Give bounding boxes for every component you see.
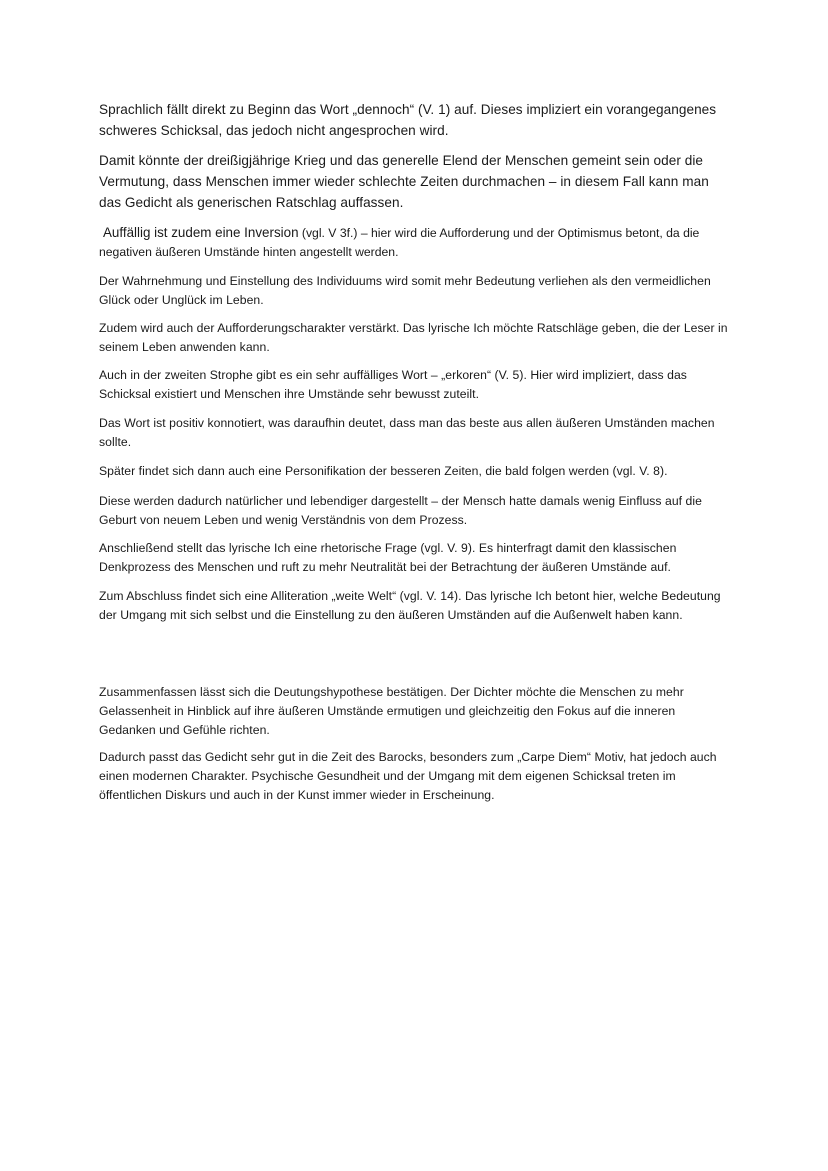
paragraph-positiv-konnotiert: Das Wort ist positiv konnotiert, was daraufhin deutet, dass man das beste aus allen äußeren Umständen machen sollte. — [99, 416, 715, 449]
paragraph-aufforderungscharakter: Zudem wird auch der Aufforderungscharakter verstärkt. Das lyrische Ich möchte Ratschläge geben, die der Leser in seinem Leben anwenden kann. — [99, 321, 728, 354]
paragraph-erkoren: Auch in der zweiten Strophe gibt es ein sehr auffälliges Wort – „erkoren“ (V. 5). Hier wird impliziert, dass das Schicksal existiert und Menschen ihre Umstände sehr bewusst zuteilt. — [99, 368, 687, 401]
paragraph-zusammenfassung: Zusammenfassen lässt sich die Deutungshypothese bestätigen. Der Dichter möchte die Menschen zu mehr Gelassenheit in Hinblick auf ihre äußeren Umstände ermutigen und gleichzeitig den Fokus auf die inneren Gedanken und Gefühle richten. — [99, 685, 684, 737]
paragraph-natuerlicher: Diese werden dadurch natürlicher und lebendiger dargestellt – der Mensch hatte damals wenig Einfluss auf die Geburt von neuem Leben und wenig Verständnis von dem Prozess. — [99, 494, 702, 527]
paragraph-dreissigjaehriger-krieg: Damit könnte der dreißigjährige Krieg und das generelle Elend der Menschen gemeint sein oder die Vermutung, dass Menschen immer wieder schlechte Zeiten durchmachen – in diesem Fall kann man das Gedicht als generischen Ratschlag auffassen. — [99, 153, 709, 210]
paragraph-inversion-lead: Auffällig ist zudem eine Inversion — [103, 225, 299, 240]
paragraph-dennoch: Sprachlich fällt direkt zu Beginn das Wort „dennoch“ (V. 1) auf. Dieses impliziert ein vorangegangenes schweres Schicksal, das jedoch nicht angesprochen wird. — [99, 102, 717, 138]
paragraph-wahrnehmung: Der Wahrnehmung und Einstellung des Individuums wird somit mehr Bedeutung verliehen als den vermeidlichen Glück oder Unglück im Leben. — [99, 274, 711, 307]
paragraph-inversion — [99, 223, 731, 262]
paragraph-alliteration: Zum Abschluss findet sich eine Alliteration „weite Welt“ (vgl. V. 14). Das lyrische Ich betont hier, welche Bedeutung der Umgang mit sich selbst und die Einstellung zu den äußeren Umständen auf die Außenwelt haben kann. — [99, 589, 721, 622]
paragraph-inversion-rest: (vgl. V 3f.) – hier wird die Aufforderung und der Optimismus betont, da die negativen äußeren Umstände hinten angestellt werden. — [99, 226, 700, 259]
paragraph-barock: Dadurch passt das Gedicht sehr gut in die Zeit des Barocks, besonders zum „Carpe Diem“ Motiv, hat jedoch auch einen modernen Charakter. Psychische Gesundheit und der Umgang mit dem eigenen Schicksal treten im öffentlichen Diskurs und auch in der Kunst immer wieder in Erscheinung. — [99, 750, 717, 802]
paragraph-rhetorische-frage: Anschließend stellt das lyrische Ich eine rhetorische Frage (vgl. V. 9). Es hinterfragt damit den klassischen Denkprozess des Menschen und ruft zu mehr Neutralität bei der Betrachtung der äußeren Umstände auf. — [99, 541, 677, 574]
paragraph-personifikation: Später findet sich dann auch eine Personifikation der besseren Zeiten, die bald folgen werden (vgl. V. 8). — [99, 464, 668, 478]
